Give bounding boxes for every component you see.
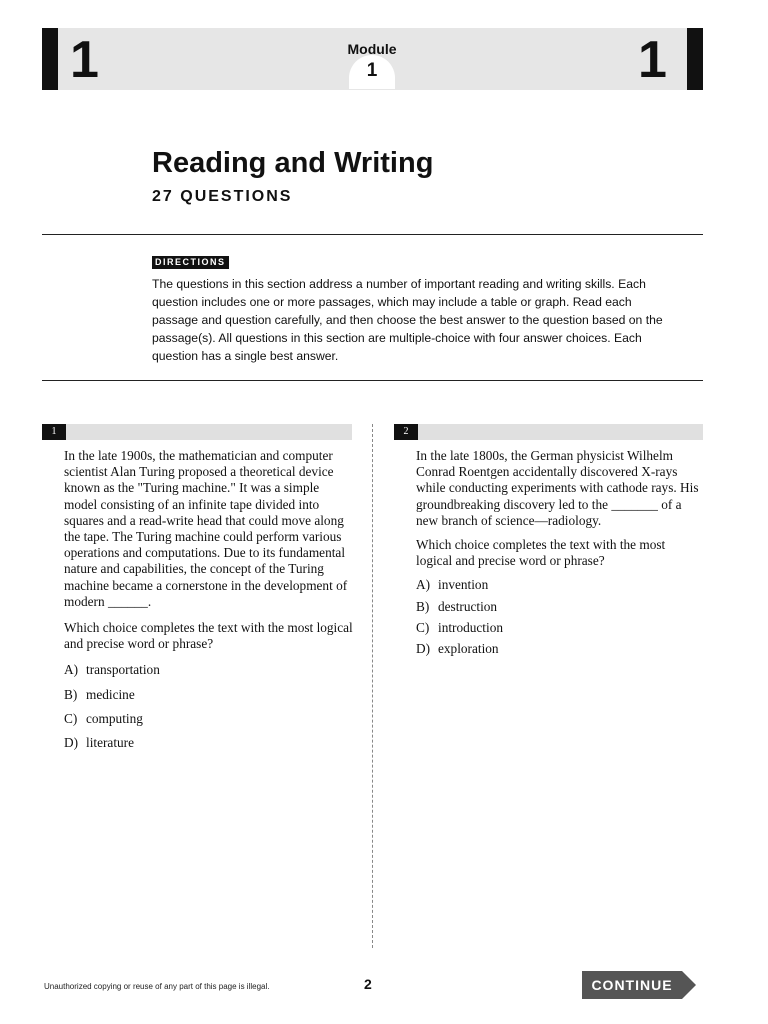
directions-label: DIRECTIONS [152, 256, 229, 269]
question-1-passage: In the late 1900s, the mathematician and computer scientist Alan Turing proposed a theoretical device known as the "Turing machine." It was a simple model consisting of an infinite tape divided into squares and a read-write head that could move along the tape. The Turing machine could perform various operations and computations. Due to its fundamental nature and capabilities, the concept of the Turing machine became a cornerstone in the development of modern ______. [64, 448, 348, 609]
copyright-note: Unauthorized copying or reuse of any part of this page is illegal. [44, 982, 270, 991]
directions-text: The questions in this section address a number of important reading and writing skills. Each question includes one or more passages, which may include a table or graph. Read each passage and question carefully, and then choose the best answer to the question based on the passage(s). All questions in this section are multiple-choice with four answer choices. Each question has a single best answer. [152, 277, 663, 363]
question-count: 27 QUESTIONS [152, 188, 293, 205]
column-divider [372, 424, 373, 948]
answer-choice-2a[interactable]: A) invention [416, 577, 489, 593]
question-1-prompt: Which choice completes the text with the most logical and precise word or phrase? [64, 620, 353, 652]
continue-button[interactable] [582, 971, 696, 999]
divider-top [42, 234, 703, 235]
header-bar-left [42, 28, 58, 90]
question-2-passage: In the late 1800s, the German physicist Wilhelm Conrad Roentgen accidentally discovered X-rays while conducting experiments with cathode rays. His groundbreaking discovery led to the _______ of a new branch of science—radiology. [416, 448, 699, 528]
divider-bottom [42, 380, 703, 381]
continue-label: CONTINUE [591, 977, 673, 993]
answer-choice-1d[interactable]: D) literature [64, 735, 134, 751]
answer-choice-1c[interactable]: C) computing [64, 710, 143, 726]
page-number: 2 [364, 976, 372, 992]
answer-choice-1a[interactable]: A) transportation [64, 662, 160, 678]
answer-choice-2d[interactable]: D) exploration [416, 641, 499, 657]
module-circle-number: 1 [366, 60, 378, 81]
question-1-number: 1 [42, 424, 66, 440]
question-2-header [394, 424, 703, 440]
section-title: Reading and Writing [152, 147, 434, 179]
question-2-number: 2 [394, 424, 418, 440]
answer-choice-2b[interactable]: B) destruction [416, 598, 498, 614]
question-2-choices [416, 577, 704, 657]
answer-choice-1b[interactable]: B) medicine [64, 686, 135, 702]
question-2 [416, 448, 704, 662]
header-bar-right [687, 28, 703, 90]
module-number-right: 1 [638, 31, 667, 89]
answer-choice-2c[interactable]: C) introduction [416, 619, 503, 635]
question-2-prompt: Which choice completes the text with the most logical and precise word or phrase? [416, 537, 666, 569]
module-number-left: 1 [70, 31, 99, 89]
question-1-choices [64, 662, 354, 751]
question-1-header [42, 424, 352, 440]
module-label: Module [347, 41, 397, 57]
question-1 [64, 448, 354, 759]
